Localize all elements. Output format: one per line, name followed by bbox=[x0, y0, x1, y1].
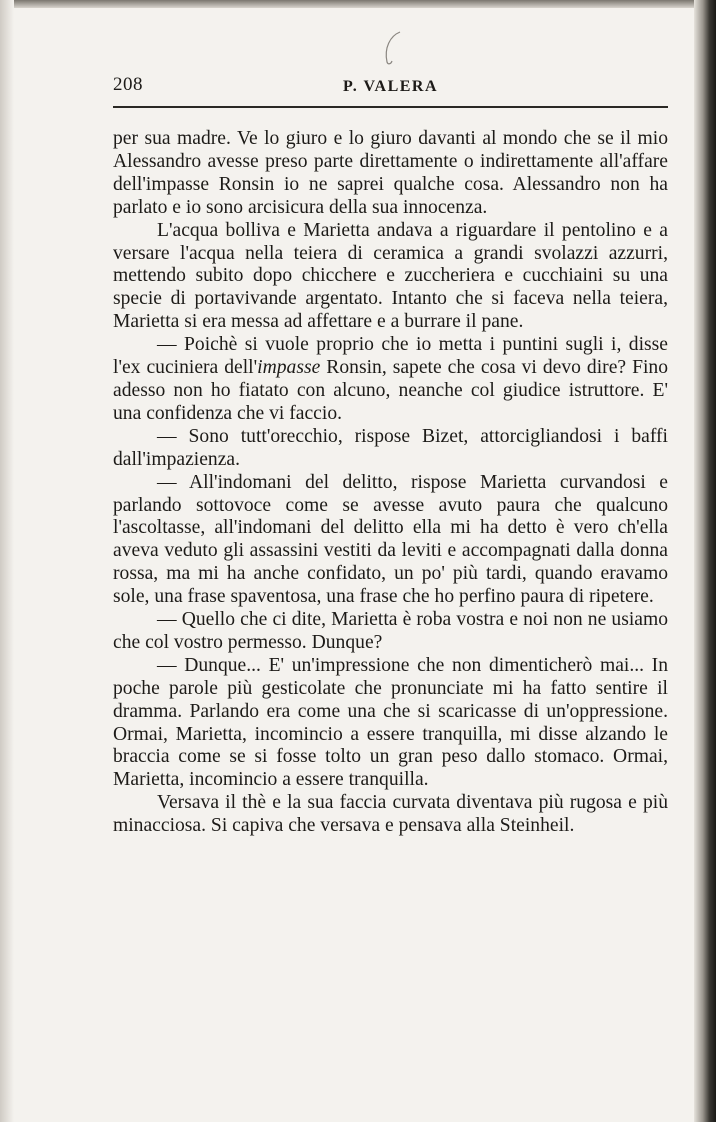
paragraph bbox=[113, 792, 668, 838]
paragraph-text: Ronsin, sapete che cosa vi devo dire? Fino adesso non ho fiatato con alcuno, neanche col giudice istruttore. E' una confidenza che vi faccio. bbox=[113, 357, 669, 424]
paragraph bbox=[113, 655, 668, 792]
paragraph-text: — Dunque... E' un'impressione che non dimenticherò mai... In poche parole più gesticolate che pronunciate mi ha fatto sentire il dramma. Parlando era come una che si scaricasse di un'oppressione. Ormai, Marietta, incomincio a essere tranquilla, mi disse alzando le braccia come se si fosse tolto un gran peso dallo stomaco. Ormai, Marietta, incomincio a essere tranquilla. bbox=[113, 654, 668, 791]
paragraph bbox=[113, 334, 668, 426]
paragraph-text: per sua madre. Ve lo giuro e lo giuro davanti al mondo che se il mio Alessandro avesse preso parte direttamente o indirettamente all'affare dell'impasse Ronsin io ne saprei qualche cosa. Alessandro non ha parlato e io sono arcisicura della sua innocenza. bbox=[113, 128, 668, 218]
paragraph bbox=[113, 128, 668, 220]
italic-text: impasse bbox=[257, 357, 321, 379]
paragraph bbox=[113, 220, 668, 335]
paragraph bbox=[113, 609, 668, 655]
paragraph bbox=[113, 426, 668, 472]
page-number: 208 bbox=[113, 74, 143, 95]
paragraph-text: L'acqua bolliva e Marietta andava a riguardare il pentolino e a versare l'acqua nella teiera di ceramica a grandi svolazzi azzurri, mettendo subito dopo chicchere e zuccheriera e cucchiaini su una specie di portavivande argentato. Intanto che si faceva nella teiera, Marietta si era messa ad affettare e a burrare il pane. bbox=[113, 219, 668, 333]
paragraph-text: — Poichè si vuole proprio che io metta i puntini sugli i, disse l'ex cuciniera dell' bbox=[113, 334, 668, 379]
paragraph-text: Versava il thè e la sua faccia curvata diventava più rugosa e più minacciosa. Si capiva che versava e pensava alla Steinheil. bbox=[113, 792, 668, 837]
body-text bbox=[113, 128, 668, 838]
page-header bbox=[113, 74, 668, 104]
page-binding-shadow bbox=[694, 0, 716, 1122]
page-left-shadow bbox=[0, 0, 14, 1122]
paragraph bbox=[113, 472, 668, 609]
paragraph-text: — All'indomani del delitto, rispose Marietta curvandosi e parlando sottovoce come se avesse avuto paura che qualcuno l'ascoltasse, all'indomani del delitto ella mi ha detto è vero ch'ella aveva veduto gli assassini vestiti da leviti e accompagnati dalla donna rossa, ma mi ha anche confidato, un po' più tardi, quando eravamo sole, una frase spaventosa, una frase che ho perfino paura di ripetere. bbox=[113, 471, 668, 608]
page-top-shadow bbox=[0, 0, 716, 8]
paragraph-text: — Quello che ci dite, Marietta è roba vostra e noi non ne usiamo che col vostro permesso. Dunque? bbox=[113, 609, 668, 653]
running-head: P. VALERA bbox=[343, 78, 439, 95]
pencil-mark-icon bbox=[378, 28, 408, 68]
header-rule bbox=[113, 106, 668, 108]
paragraph-text: — Sono tutt'orecchio, rispose Bizet, attorcigliandosi i baffi dall'impazienza. bbox=[113, 425, 668, 470]
